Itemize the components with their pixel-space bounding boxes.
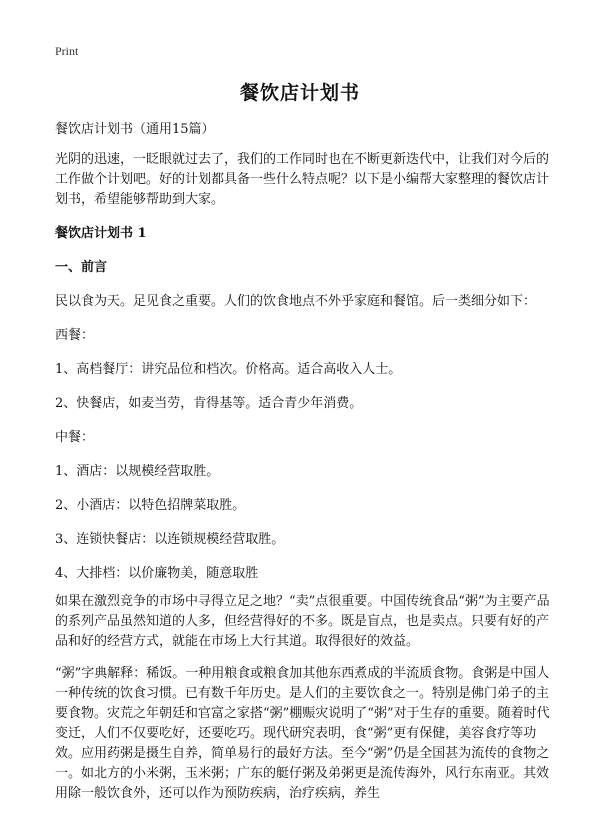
intro-paragraph: 光阴的迅速，一眨眼就过去了，我们的工作同时也在不断更新迭代中，让我们对今后的工作做个计划吧。好的计划都具备一些什么特点呢？以下是小编帮大家整理的餐饮店计划书，希望能够帮助到大家。 [55,152,550,207]
heading-preface: 一、前言 [55,260,108,275]
list-item: 2、小酒店：以特色招牌菜取胜。 [55,498,246,513]
page-title: 餐饮店计划书 [239,82,360,104]
list-item: 1、酒店：以规模经营取胜。 [55,464,220,479]
western-label: 西餐： [55,328,95,343]
preface-paragraph: 民以食为天。足见食之重要。人们的饮食地点不外乎家庭和餐馆。后一类细分如下： [55,294,537,309]
print-label: Print [55,44,79,58]
chinese-label: 中餐： [55,430,95,445]
list-item: 3、连锁快餐店：以连锁规模经营取胜。 [55,532,285,547]
section-title: 餐饮店计划书 1 [55,226,147,241]
list-item: 2、快餐店，如麦当劳，肯得基等。适合青少年消费。 [55,396,363,411]
document-subtitle: 餐饮店计划书（通用15篇） [55,122,215,137]
document-body [55,120,555,804]
list-item: 4、大排档：以价廉物美，随意取胜 [55,566,259,581]
porridge-paragraph: “粥”字典解释：稀饭。一种用粮食或粮食加其他东西煮成的半流质食物。食粥是中国人一种传统的饮食习惯。已有数千年历史。是人们的主要饮食之一。特别是佛门弟子的主要食物。灾荒之年朝廷和官富之家搭“粥”棚赈灾说明了“粥”对于生存的重要。随着时代变迁，人们不仅要吃好，还要吃巧。现代研究表明，食“粥”更有保健，美容食疗等功效。应用药粥是摄生自养，简单易行的最好方法。至今“粥”仍是全国甚为流传的食物之一。如北方的小米粥，玉米粥；广东的艇仔粥及弟粥更是流传海外，风行东南亚。其效用除一般饮食外，还可以作为预防疾病，治疗疾病，养生 [55,666,550,801]
list-item: 1、高档餐厅：讲究品位和档次。价格高。适合高收入人士。 [55,362,402,377]
market-paragraph: 如果在激烈竞争的市场中寻得立足之地？“卖”点很重要。中国传统食品“粥”为主要产品的系列产品虽然知道的人多，但经营得好的不多。既是盲点，也是卖点。只要有好的产品和好的经营方式，就能在市场上大行其道。取得很好的效益。 [55,594,550,649]
